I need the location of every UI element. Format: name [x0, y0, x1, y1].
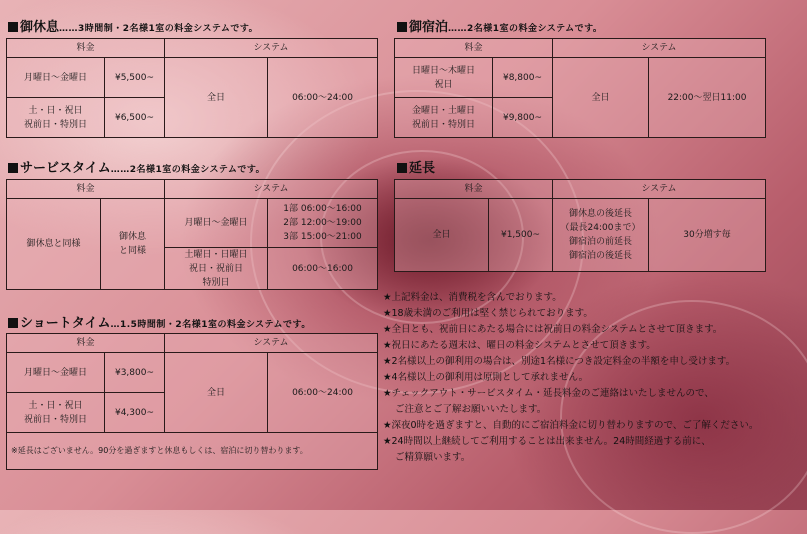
service-part3: 3部 15:00～21:00	[283, 232, 362, 242]
kyukei-price-weekday: ¥5,500~	[104, 57, 165, 98]
kyukei-section	[8, 19, 258, 37]
shukuhaku-subtitle: ……2名様1室の料金システムです。	[448, 24, 603, 34]
shukuhaku-day-weekend-line2: 祝前日・特別日	[411, 119, 475, 130]
note-item: ★全日とも、祝前日にあたる場合には祝前日の料金システムとさせて頂きます。	[383, 324, 723, 335]
service-price-left: 御休息と同様	[6, 198, 101, 290]
shukuhaku-day-weekday-line1: 日曜日～木曜日	[411, 65, 475, 76]
short-day-weekend	[6, 392, 105, 433]
short-section	[8, 315, 311, 333]
service-table	[6, 179, 378, 290]
short-day-weekend-line1: 土・日・祝日	[28, 400, 83, 411]
shukuhaku-system-label: 全日	[552, 57, 649, 138]
service-section	[8, 160, 265, 178]
service-head-price: 料金	[6, 179, 165, 199]
note-item-continued: ご精算願います。	[395, 452, 471, 463]
service-head-system: システム	[164, 179, 378, 199]
encho-price: ¥1,500~	[488, 198, 553, 272]
square-bullet-icon	[8, 22, 18, 32]
short-table	[6, 333, 378, 470]
encho-unit: 30分増す毎	[648, 198, 766, 272]
kyukei-title: 御休息	[20, 20, 60, 35]
kyukei-system-time: 06:00～24:00	[267, 57, 378, 138]
encho-section	[397, 160, 435, 178]
square-bullet-icon	[8, 318, 18, 328]
encho-conditions	[552, 198, 649, 272]
short-heading	[8, 315, 311, 333]
kyukei-day-weekend-line2: 祝前日・特別日	[23, 119, 87, 130]
encho-condition-2: （最長24:00まで）	[560, 223, 641, 233]
shukuhaku-heading	[397, 19, 602, 37]
shukuhaku-head-system: システム	[552, 38, 766, 58]
short-system-label: 全日	[164, 352, 268, 433]
service-part1: 1部 06:00～16:00	[283, 204, 362, 214]
encho-head-price: 料金	[394, 179, 553, 199]
kyukei-heading	[8, 19, 258, 37]
kyukei-head-price: 料金	[6, 38, 165, 58]
short-head-price: 料金	[6, 333, 165, 353]
short-subtitle: …1.5時間制・2名様1室の料金システムです。	[110, 320, 311, 330]
notes-list	[383, 290, 758, 466]
note-item-continued: ご注意とご了解お願いいたします。	[395, 404, 547, 415]
shukuhaku-head-price: 料金	[394, 38, 553, 58]
short-system-time: 06:00～24:00	[267, 352, 378, 433]
service-day-weekend-line3: 特別日	[202, 277, 230, 288]
service-title: サービスタイム	[20, 161, 111, 176]
shukuhaku-price-weekday: ¥8,800~	[492, 57, 553, 98]
service-price-right-line2: と同様	[118, 246, 146, 256]
service-time-weekend: 06:00～16:00	[267, 247, 378, 290]
kyukei-price-weekend: ¥6,500~	[104, 97, 165, 138]
note-item: ★チェックアウト・サービスタイム・延長料金のご連絡はいたしませんので、	[383, 388, 714, 399]
shukuhaku-table	[394, 38, 766, 138]
shukuhaku-section	[397, 19, 602, 37]
shukuhaku-day-weekend	[394, 97, 493, 138]
encho-title: 延長	[409, 161, 436, 176]
service-price-right	[100, 198, 165, 290]
shukuhaku-day-weekday-line2: 祝日	[434, 79, 453, 90]
shukuhaku-system-time: 22:00～翌日11:00	[648, 57, 766, 138]
note-item: ★4名様以上の御利用は原則として承れません。	[383, 372, 589, 383]
shukuhaku-price-weekend: ¥9,800~	[492, 97, 553, 138]
short-head-system: システム	[164, 333, 378, 353]
service-heading	[8, 160, 265, 178]
square-bullet-icon	[8, 163, 18, 173]
encho-heading	[397, 160, 435, 178]
service-day-weekend-line2: 祝日・祝前日	[188, 263, 243, 274]
kyukei-day-weekend	[6, 97, 105, 138]
shukuhaku-title: 御宿泊	[409, 20, 449, 35]
short-day-weekday: 月曜日～金曜日	[6, 352, 105, 393]
service-price-right-line1: 御休息	[118, 232, 146, 242]
service-parts	[267, 198, 378, 248]
encho-table	[394, 179, 766, 272]
kyukei-subtitle: ……3時間制・2名様1室の料金システムです。	[59, 24, 259, 34]
note-item: ★2名様以上の御利用の場合は、別途1名様につき設定料金の半額を申し受けます。	[383, 356, 736, 367]
square-bullet-icon	[397, 163, 407, 173]
note-item: ★24時間以上継続してご利用することは出来ません。24時間経過する前に、	[383, 436, 711, 447]
service-part2: 2部 12:00～19:00	[283, 218, 362, 228]
encho-condition-1: 御休息の後延長	[568, 209, 632, 219]
short-title: ショートタイム	[20, 316, 111, 331]
note-item: ★18歳未満のご利用は堅く禁じられております。	[383, 308, 593, 319]
note-item: ★祝日にあたる週末は、曜日の料金システムとさせて頂きます。	[383, 340, 656, 351]
kyukei-day-weekday: 月曜日～金曜日	[6, 57, 105, 98]
short-price-weekday: ¥3,800~	[104, 352, 165, 393]
note-item: ★上記料金は、消費税を含んでおります。	[383, 292, 562, 303]
kyukei-day-weekend-line1: 土・日・祝日	[28, 105, 83, 116]
encho-condition-3: 御宿泊の前延長	[568, 237, 632, 247]
encho-label: 全日	[394, 198, 489, 272]
short-day-weekend-line2: 祝前日・特別日	[23, 414, 87, 425]
kyukei-system-label: 全日	[164, 57, 268, 138]
shukuhaku-day-weekend-line1: 金曜日・土曜日	[411, 105, 475, 116]
encho-condition-4: 御宿泊の後延長	[568, 251, 632, 261]
service-day-weekend	[164, 247, 268, 290]
shukuhaku-day-weekday	[394, 57, 493, 98]
square-bullet-icon	[397, 22, 407, 32]
short-price-weekend: ¥4,300~	[104, 392, 165, 433]
service-day-weekday: 月曜日～金曜日	[164, 198, 268, 248]
note-item: ★深夜0時を過ぎますと、自動的にご宿泊料金に切り替わりますので、ご了解ください。	[383, 420, 759, 431]
service-day-weekend-line1: 土曜日・日曜日	[184, 249, 248, 260]
encho-head-system: システム	[552, 179, 766, 199]
kyukei-head-system: システム	[164, 38, 378, 58]
kyukei-table	[6, 38, 378, 138]
service-subtitle: ……2名様1室の料金システムです。	[110, 165, 266, 175]
short-footnote: ※延長はございません。90分を過ぎますと休息もしくは、宿泊に切り替わります。	[6, 432, 378, 470]
